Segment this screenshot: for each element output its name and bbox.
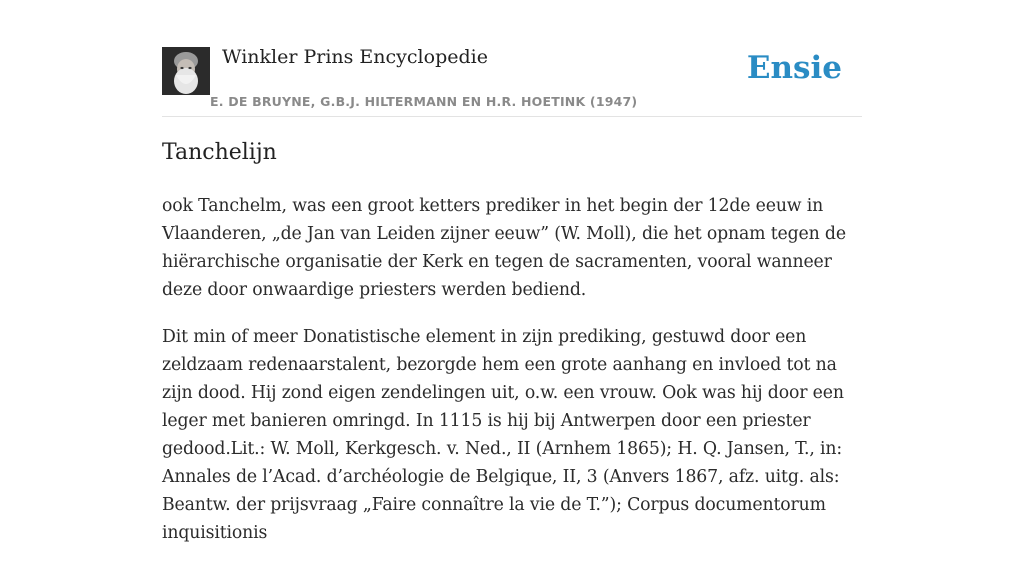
author-avatar <box>162 47 210 95</box>
brand-logo[interactable]: Ensie <box>746 50 842 86</box>
authors-line: E. DE BRUYNE, G.B.J. HILTERMANN EN H.R. HOETINK (1947) <box>210 94 638 109</box>
article-title: Tanchelijn <box>162 140 277 165</box>
article-paragraph: ook Tanchelm, was een groot ketters prediker in het begin der 12de eeuw in Vlaanderen, „de Jan van Leiden zijner eeuw” (W. Moll), die het opnam tegen de hiërarchische organisatie der Kerk en tegen de sacramenten, vooral wanneer deze door onwaardige priesters werden bediend. <box>162 196 846 300</box>
article-paragraph: Dit min of meer Donatistische element in zijn prediking, gestuwd door een zeldzaam redenaarstalent, bezorgde hem een grote aanhang en invloed tot na zijn dood. Hij zond eigen zendelingen uit, o.w. een vrouw. Ook was hij door een leger met banieren omringd. In 1115 is hij bij Antwerpen door een priester gedood.Lit.: W. Moll, Kerkgesch. v. Ned., II (Arnhem 1865); H. Q. Jansen, T., in: Annales de l’Acad. d’archéologie de Belgique, II, 3 (Anvers 1867, afz. uitg. als: Beantw. der prijsvraag „Faire connaître la vie de T.”); Corpus documentorum inquisitionis <box>162 327 844 543</box>
article-body <box>162 192 862 566</box>
book-title[interactable]: Winkler Prins Encyclopedie <box>222 46 488 68</box>
header <box>162 38 862 117</box>
